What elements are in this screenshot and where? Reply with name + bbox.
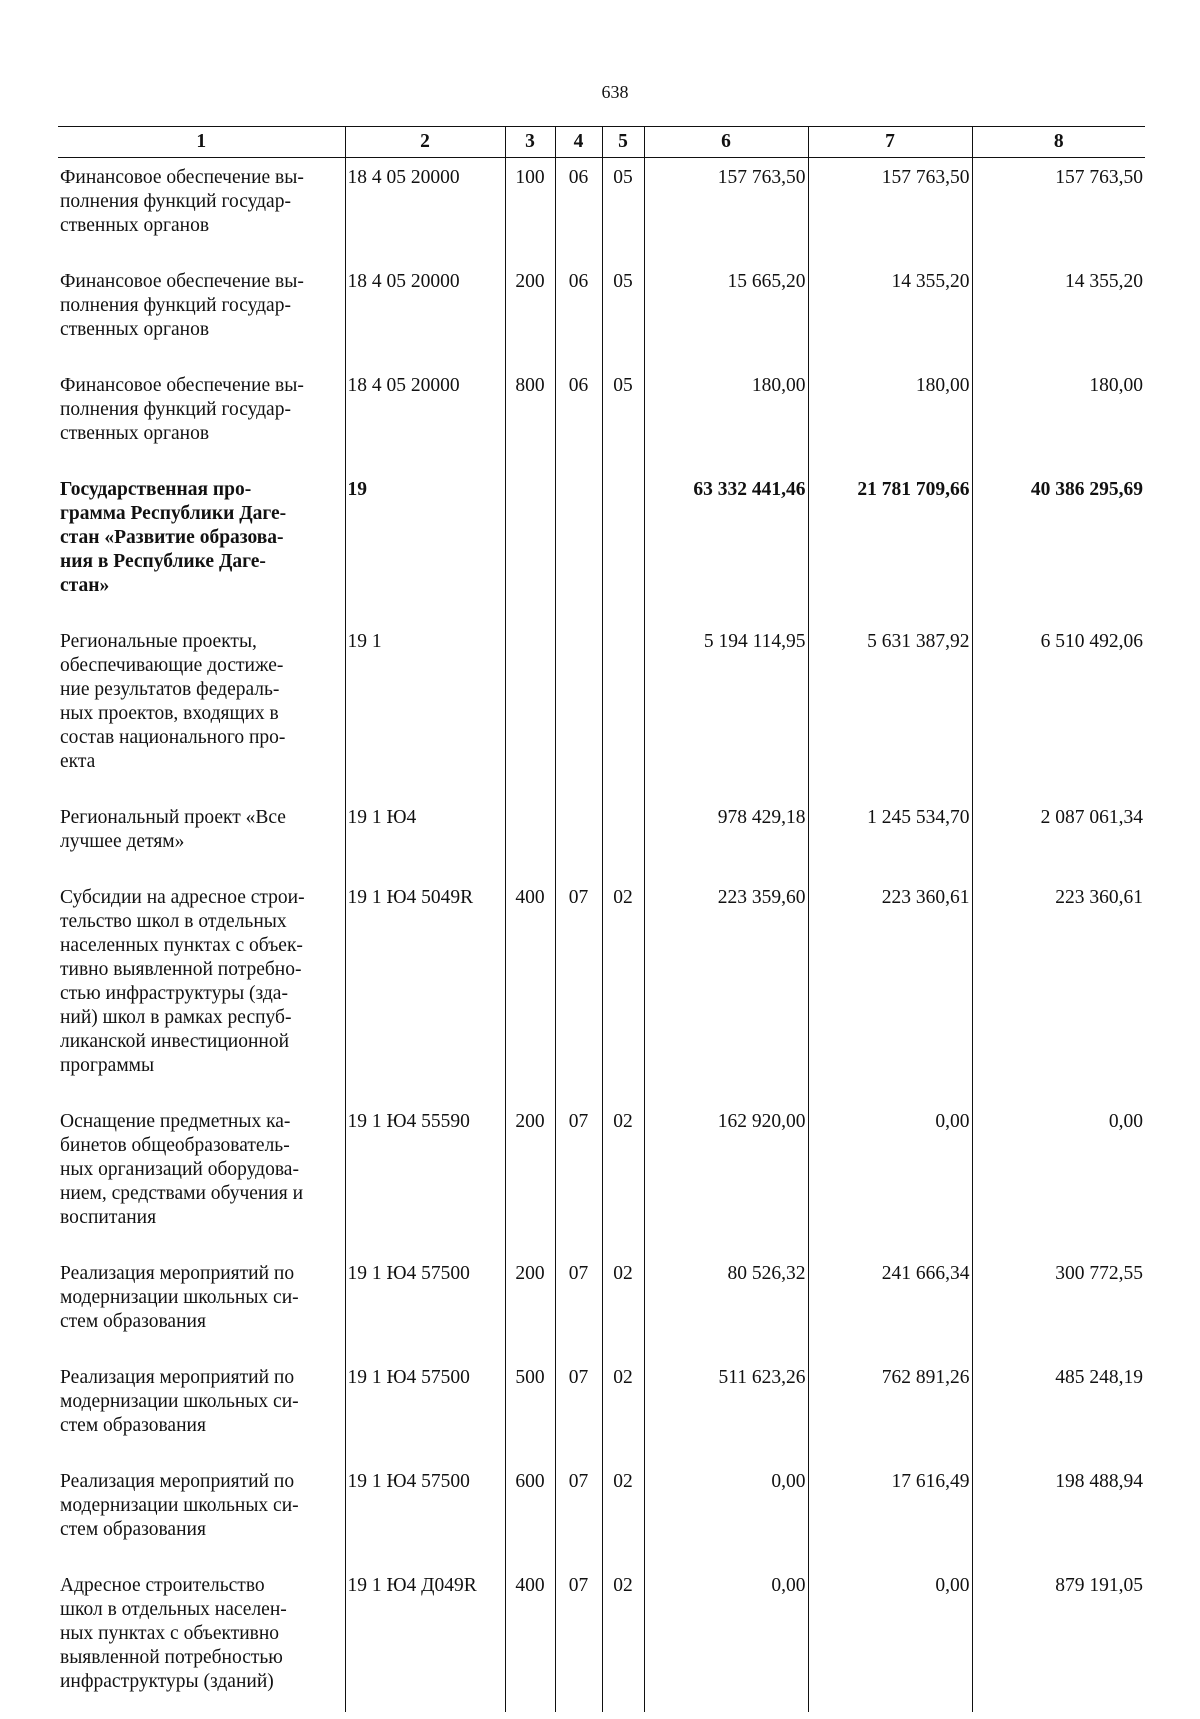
item-name: Реализация мероприятий по модернизации школьных си- стем образования xyxy=(60,1367,299,1436)
item-amount-8: 14 355,20 xyxy=(972,262,1145,366)
item-amount-7: 762 891,26 xyxy=(808,1358,972,1462)
item-amount-6: 63 332 441,46 xyxy=(644,470,808,622)
item-amount-7: 5 631 387,92 xyxy=(808,622,972,798)
item-amount-6: 978 429,18 xyxy=(644,798,808,878)
table-body xyxy=(58,158,1145,1713)
item-amount-6: 223 359,60 xyxy=(644,878,808,1102)
item-col-4: 07 xyxy=(555,1358,602,1462)
column-header-1: 1 xyxy=(58,127,345,158)
item-amount-8: 223 360,61 xyxy=(972,878,1145,1102)
item-amount-6: 511 623,26 xyxy=(644,1358,808,1462)
item-col-4 xyxy=(555,622,602,798)
item-code: 18 4 05 20000 xyxy=(345,262,505,366)
column-header-4: 4 xyxy=(555,127,602,158)
item-name: Финансовое обеспечение вы- полнения функций государ- ственных органов xyxy=(60,271,304,340)
item-col-3: 400 xyxy=(505,1566,555,1712)
item-code: 19 xyxy=(345,470,505,622)
item-col-4: 07 xyxy=(555,878,602,1102)
item-col-5: 05 xyxy=(602,366,644,470)
item-code: 19 1 Ю4 5049R xyxy=(345,878,505,1102)
item-col-5: 02 xyxy=(602,1462,644,1566)
table-row xyxy=(58,1566,1145,1712)
item-amount-7: 157 763,50 xyxy=(808,158,972,263)
item-col-5: 05 xyxy=(602,262,644,366)
item-amount-7: 14 355,20 xyxy=(808,262,972,366)
item-col-3: 100 xyxy=(505,158,555,263)
table-row xyxy=(58,470,1145,622)
item-col-4: 06 xyxy=(555,158,602,263)
item-col-4: 07 xyxy=(555,1102,602,1254)
item-amount-6: 15 665,20 xyxy=(644,262,808,366)
item-amount-6: 157 763,50 xyxy=(644,158,808,263)
item-col-3: 400 xyxy=(505,878,555,1102)
item-code: 19 1 Ю4 Д049R xyxy=(345,1566,505,1712)
item-col-4: 06 xyxy=(555,262,602,366)
item-amount-6: 0,00 xyxy=(644,1462,808,1566)
item-col-3: 600 xyxy=(505,1462,555,1566)
item-name: Государственная про- грамма Республики Даге- стан «Развитие образова- ния в Республике Даге- стан» xyxy=(60,479,287,596)
item-col-3: 500 xyxy=(505,1358,555,1462)
item-name: Субсидии на адресное строи- тельство школ в отдельных населенных пунктах с объек- тивно выявленной потребно- стью инфраструктуры (зда- ний) школ в рамках респуб- ликанской инвестиционной программы xyxy=(60,887,305,1076)
item-col-3: 800 xyxy=(505,366,555,470)
item-col-3: 200 xyxy=(505,262,555,366)
item-code: 19 1 Ю4 57500 xyxy=(345,1358,505,1462)
item-col-5 xyxy=(602,798,644,878)
item-col-5: 02 xyxy=(602,878,644,1102)
table-header-row xyxy=(58,127,1145,158)
item-amount-7: 21 781 709,66 xyxy=(808,470,972,622)
budget-table xyxy=(58,126,1145,1712)
item-name: Региональные проекты, обеспечивающие достиже- ние результатов федераль- ных проектов, входящих в состав национального про- екта xyxy=(60,631,286,772)
column-header-8: 8 xyxy=(972,127,1145,158)
budget-table-container xyxy=(58,126,1145,1712)
item-name: Оснащение предметных ка- бинетов общеобразователь- ных организаций оборудова- нием, средствами обучения и воспитания xyxy=(60,1111,304,1228)
item-col-4: 07 xyxy=(555,1566,602,1712)
item-name: Региональный проект «Все лучшее детям» xyxy=(60,807,286,852)
item-amount-7: 0,00 xyxy=(808,1102,972,1254)
item-amount-8: 180,00 xyxy=(972,366,1145,470)
item-name: Реализация мероприятий по модернизации школьных си- стем образования xyxy=(60,1471,299,1540)
item-col-5: 02 xyxy=(602,1566,644,1712)
item-col-4: 07 xyxy=(555,1254,602,1358)
item-amount-8: 2 087 061,34 xyxy=(972,798,1145,878)
column-header-6: 6 xyxy=(644,127,808,158)
item-amount-8: 157 763,50 xyxy=(972,158,1145,263)
page-number: 638 xyxy=(601,82,629,102)
item-amount-8: 300 772,55 xyxy=(972,1254,1145,1358)
item-amount-6: 162 920,00 xyxy=(644,1102,808,1254)
item-col-3 xyxy=(505,470,555,622)
column-header-7: 7 xyxy=(808,127,972,158)
item-col-4 xyxy=(555,798,602,878)
item-col-3: 200 xyxy=(505,1102,555,1254)
item-code: 19 1 Ю4 57500 xyxy=(345,1462,505,1566)
item-amount-6: 0,00 xyxy=(644,1566,808,1712)
item-name: Финансовое обеспечение вы- полнения функций государ- ственных органов xyxy=(60,375,304,444)
table-row xyxy=(58,366,1145,470)
item-amount-7: 241 666,34 xyxy=(808,1254,972,1358)
table-row xyxy=(58,1462,1145,1566)
table-row xyxy=(58,878,1145,1102)
item-col-5: 02 xyxy=(602,1358,644,1462)
item-amount-8: 879 191,05 xyxy=(972,1566,1145,1712)
item-name: Адресное строительство школ в отдельных населен- ных пунктах с объективно выявленной потребностью инфраструктуры (зданий) xyxy=(60,1575,287,1692)
item-col-4 xyxy=(555,470,602,622)
table-row xyxy=(58,1358,1145,1462)
item-amount-6: 80 526,32 xyxy=(644,1254,808,1358)
item-amount-8: 40 386 295,69 xyxy=(972,470,1145,622)
table-row xyxy=(58,622,1145,798)
item-amount-7: 17 616,49 xyxy=(808,1462,972,1566)
item-col-3: 200 xyxy=(505,1254,555,1358)
column-header-3: 3 xyxy=(505,127,555,158)
column-header-5: 5 xyxy=(602,127,644,158)
table-row xyxy=(58,798,1145,878)
item-code: 19 1 Ю4 xyxy=(345,798,505,878)
item-amount-7: 223 360,61 xyxy=(808,878,972,1102)
item-col-5: 02 xyxy=(602,1102,644,1254)
item-code: 19 1 Ю4 55590 xyxy=(345,1102,505,1254)
item-amount-8: 198 488,94 xyxy=(972,1462,1145,1566)
item-col-3 xyxy=(505,622,555,798)
item-code: 18 4 05 20000 xyxy=(345,366,505,470)
item-amount-7: 180,00 xyxy=(808,366,972,470)
item-amount-8: 6 510 492,06 xyxy=(972,622,1145,798)
item-name: Финансовое обеспечение вы- полнения функций государ- ственных органов xyxy=(60,167,304,236)
table-row xyxy=(58,158,1145,263)
item-amount-8: 0,00 xyxy=(972,1102,1145,1254)
item-amount-8: 485 248,19 xyxy=(972,1358,1145,1462)
table-row xyxy=(58,1254,1145,1358)
item-code: 19 1 xyxy=(345,622,505,798)
table-row xyxy=(58,262,1145,366)
item-col-4: 06 xyxy=(555,366,602,470)
item-amount-6: 180,00 xyxy=(644,366,808,470)
item-code: 19 1 Ю4 57500 xyxy=(345,1254,505,1358)
item-col-4: 07 xyxy=(555,1462,602,1566)
item-amount-7: 0,00 xyxy=(808,1566,972,1712)
item-amount-7: 1 245 534,70 xyxy=(808,798,972,878)
item-code: 18 4 05 20000 xyxy=(345,158,505,263)
item-col-3 xyxy=(505,798,555,878)
item-col-5: 05 xyxy=(602,158,644,263)
item-col-5: 02 xyxy=(602,1254,644,1358)
item-amount-6: 5 194 114,95 xyxy=(644,622,808,798)
item-name: Реализация мероприятий по модернизации школьных си- стем образования xyxy=(60,1263,299,1332)
item-col-5 xyxy=(602,470,644,622)
item-col-5 xyxy=(602,622,644,798)
column-header-2: 2 xyxy=(345,127,505,158)
table-row xyxy=(58,1102,1145,1254)
